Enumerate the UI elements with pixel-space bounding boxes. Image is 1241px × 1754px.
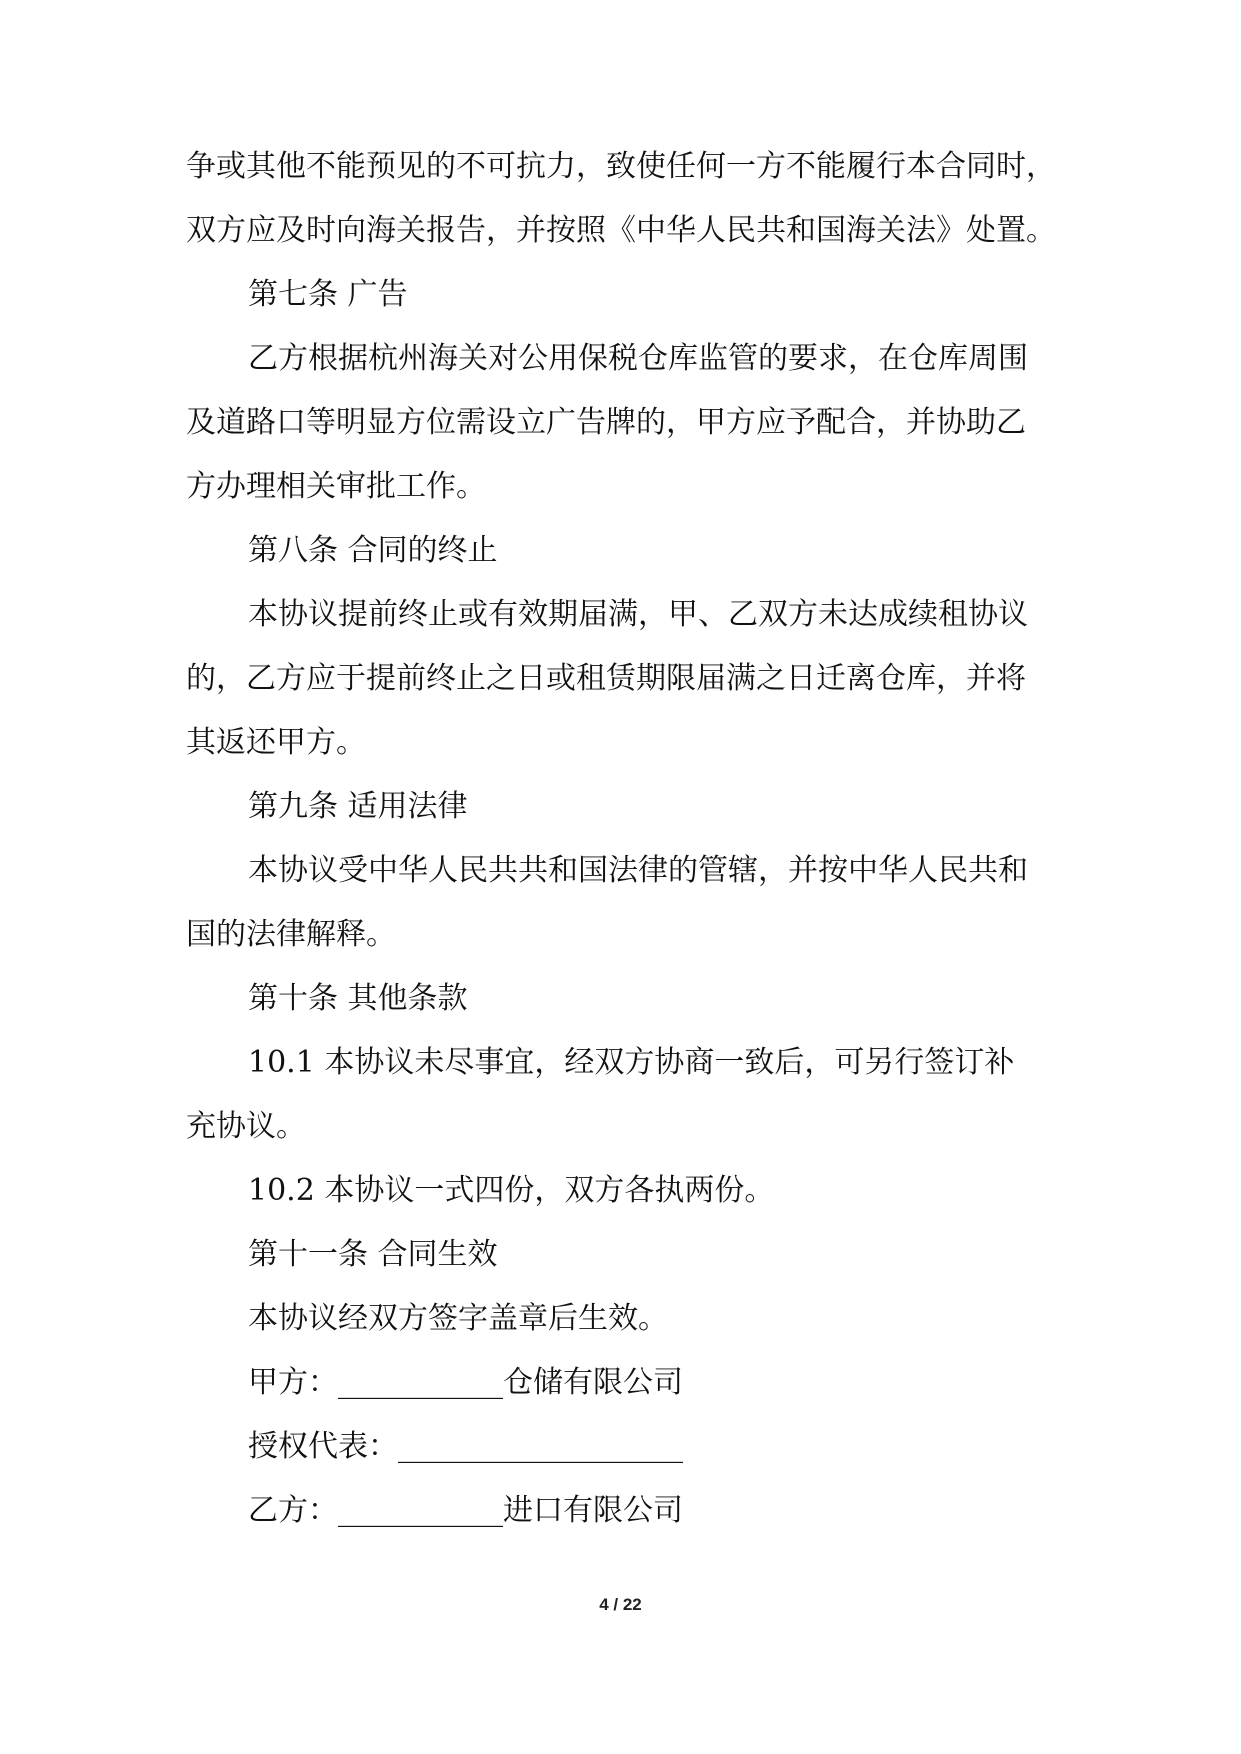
paragraph-line: 及道路口等明显方位需设立广告牌的，甲方应予配合，并协助乙 bbox=[186, 405, 1026, 440]
section-heading: 第十一条 合同生效 bbox=[248, 1237, 498, 1272]
paragraph-line: 双方应及时向海关报告，并按照《中华人民共和国海关法》处置。 bbox=[186, 213, 1056, 248]
section-heading: 第八条 合同的终止 bbox=[248, 533, 498, 568]
section-heading: 第七条 广告 bbox=[248, 277, 408, 312]
paragraph-line: 争或其他不能预见的不可抗力，致使任何一方不能履行本合同时， bbox=[186, 149, 1056, 184]
page-number: 4 / 22 bbox=[599, 1595, 642, 1614]
paragraph-line: 10.1 本协议未尽事宜，经双方协商一致后，可另行签订补 bbox=[248, 1045, 1015, 1080]
paragraph-line: 方办理相关审批工作。 bbox=[186, 469, 486, 504]
paragraph-line: 本协议提前终止或有效期届满，甲、乙双方未达成续租协议 bbox=[248, 597, 1028, 632]
party-a-signature-line: 甲方：___________仓储有限公司 bbox=[248, 1365, 683, 1400]
section-heading: 第十条 其他条款 bbox=[248, 981, 468, 1016]
paragraph-line: 国的法律解释。 bbox=[186, 917, 396, 952]
paragraph-line: 的，乙方应于提前终止之日或租赁期限届满之日迁离仓库，并将 bbox=[186, 661, 1026, 696]
paragraph-line: 其返还甲方。 bbox=[186, 725, 366, 760]
paragraph-line: 10.2 本协议一式四份，双方各执两份。 bbox=[248, 1173, 775, 1208]
paragraph-line: 充协议。 bbox=[186, 1109, 306, 1144]
paragraph-line: 乙方根据杭州海关对公用保税仓库监管的要求，在仓库周围 bbox=[248, 341, 1028, 376]
authorized-rep-signature-line: 授权代表：___________________ bbox=[248, 1429, 683, 1464]
party-b-signature-line: 乙方：___________进口有限公司 bbox=[248, 1493, 683, 1528]
paragraph-line: 本协议经双方签字盖章后生效。 bbox=[248, 1301, 668, 1336]
paragraph-line: 本协议受中华人民共共和国法律的管辖，并按中华人民共和 bbox=[248, 853, 1028, 888]
section-heading: 第九条 适用法律 bbox=[248, 789, 468, 824]
